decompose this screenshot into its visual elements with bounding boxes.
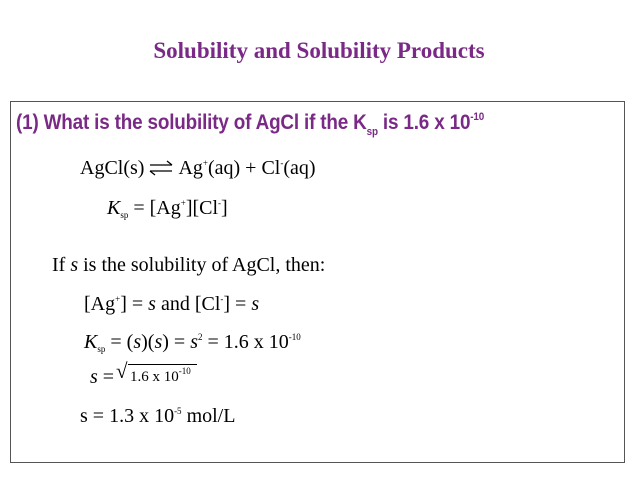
ksp-mid: ][Cl [185, 197, 219, 219]
ksp-minus: - [218, 198, 222, 208]
ksp-end: ] [221, 197, 228, 219]
conc-plus: + [115, 294, 121, 304]
calc-square: 2 [197, 332, 203, 342]
concentration-line [84, 293, 259, 316]
radicand-base: 1.6 x 10 [130, 369, 179, 385]
calc-b: )( [141, 331, 155, 353]
conc-minus: - [220, 294, 224, 304]
sqrt-s: s [90, 366, 98, 388]
sqrt-lhs [90, 366, 114, 389]
calc-c: ) = [162, 331, 191, 353]
ksp-expression [107, 197, 228, 220]
conc-s1: s [148, 293, 156, 315]
equilibrium-arrows-icon [148, 160, 174, 176]
sqrt-icon: √ [116, 359, 128, 383]
question-exponent: -10 [470, 111, 485, 123]
slide-title: Solubility and Solubility Products [153, 38, 485, 63]
question-middle: is 1.6 x 10 [377, 111, 471, 134]
calc-s3: s [190, 331, 198, 353]
ksp-plus: + [180, 198, 186, 208]
question-k-subscript: sp [366, 126, 378, 138]
ksp-sub: sp [120, 210, 129, 220]
cl-charge: - [280, 158, 284, 168]
calc-a: = ( [105, 331, 134, 353]
cl-state: (aq) [283, 157, 316, 179]
sqrt-eq: = [97, 366, 115, 388]
calc-s2: s [154, 331, 163, 353]
equilibrium-equation [80, 157, 316, 180]
sqrt-radicand [128, 364, 197, 386]
reactant: AgCl(s) [80, 157, 145, 179]
ag-ion: Ag [178, 157, 203, 179]
ksp-k: K [107, 197, 121, 219]
if-s: s [70, 254, 79, 276]
radicand-exp: -10 [178, 366, 191, 376]
question-prefix: (1) What is the solubility of AgCl if the K [16, 111, 367, 134]
if-statement [52, 254, 325, 277]
ag-charge: + [202, 158, 208, 168]
ag-state: (aq) + Cl [207, 157, 281, 179]
answer-unit: mol/L [181, 405, 236, 427]
if-pre: If [52, 254, 71, 276]
conc-b: ] = [120, 293, 149, 315]
ksp-calculation [84, 331, 301, 354]
conc-s2: s [251, 293, 260, 315]
answer-line [80, 405, 235, 428]
calc-k: K [84, 331, 98, 353]
if-post: is the solubility of AgCl, then: [78, 254, 326, 276]
calc-sub: sp [97, 344, 106, 354]
answer-exp: -5 [174, 406, 182, 416]
answer-text: s = 1.3 x 10 [80, 405, 175, 427]
question-text [16, 111, 484, 138]
calc-exp: -10 [288, 332, 301, 342]
calc-d: = 1.6 x 10 [202, 331, 289, 353]
ksp-eq: = [Ag [128, 197, 181, 219]
calc-s1: s [133, 331, 142, 353]
conc-a: [Ag [84, 293, 116, 315]
conc-c: and [Cl [155, 293, 221, 315]
conc-d: ] = [223, 293, 252, 315]
